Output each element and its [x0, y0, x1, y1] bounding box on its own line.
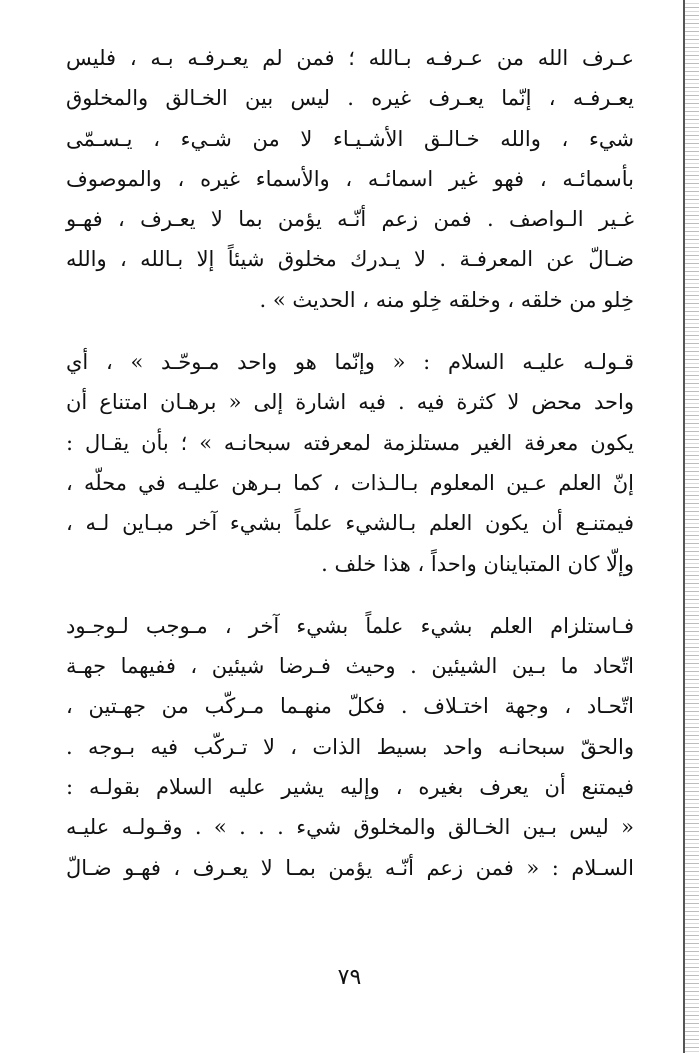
text-line: اتّحـاد ، وجهة اختـلاف . فكلّ منهـما مـركّب من جهـتين ، — [66, 694, 634, 719]
text-line: والحقّ سبحانـه واحد بسيط الذات ، لا تـركّب فيه بـوجه . — [66, 734, 634, 759]
text-line: وإلّا كان المتباينان واحداً ، هذا خلف . — [321, 551, 634, 576]
page-number: ٧٩ — [337, 965, 362, 990]
text-line: واحد محض لا كثرة فيه . فيه اشارة إلى « برهـان امتناع أن — [66, 390, 634, 415]
text-line: عـرف الله من عـرفـه بـالله ؛ فمن لم يعـرفـه بـه ، فليس — [66, 46, 634, 70]
text-line: قـولـه عليـه السلام : « وإنّما هو واحد مـوحّـد » ، أي — [66, 350, 634, 375]
text-line: غـير الـواصف . فمن زعم أنّـه يؤمن بما لا يعـرف ، فهـو — [66, 207, 634, 232]
text-line: إنّ العلم عـين المعلوم بـالـذات ، كما بـرهن عليـه في محلّه ، — [66, 470, 634, 495]
page-binding-edge — [683, 0, 699, 1053]
text-line: بأسمائـه ، فهو غير اسمائـه ، والأسماء غيره ، والموصوف — [66, 166, 634, 191]
text-line: السـلام : « فمن زعم أنّـه يؤمن بمـا لا يعـرف ، فهـو ضـالّ — [66, 855, 634, 880]
paragraph-3 — [66, 606, 634, 888]
text-line: خِلو من خلقه ، وخلقه خِلو منه ، الحديث » . — [259, 287, 634, 312]
text-line: يكون معرفة الغير مستلزمة لمعرفته سبحانـه » ؛ بأن يقـال : — [66, 430, 634, 455]
text-line: « ليس بـين الخـالق والمخلوق شيء . . . » . وقـولـه عليـه — [66, 815, 634, 840]
text-line: ضـالّ عن المعرفـة . لا يـدرك مخلوق شيئاً إلا بـالله ، والله — [66, 247, 634, 272]
text-line: يعـرفـه ، إنّما يعـرف غيره . ليس بين الخـالق والمخلوق — [66, 86, 634, 111]
text-line: شيء ، والله خـالـق الأشـيـاء لا من شـيء ، يـسـمّى — [66, 126, 634, 151]
text-line: اتّحاد ما بـين الشيئين . وحيث فـرضا شيئين ، ففيهما جهـة — [66, 654, 634, 679]
text-line: فـاستلزام العلم بشيء علماً بشيء آخر ، مـوجب لـوجـود — [66, 613, 634, 638]
text-line: فيمتنـع أن يكون العلم بـالشيء علماً بشيء آخر مبـاين لـه ، — [66, 511, 634, 536]
paragraph-2 — [66, 342, 634, 584]
page-text-body — [66, 38, 634, 888]
text-line: فيمتنع أن يعرف بغيره ، وإليه يشير عليه السلام بقولـه : — [66, 775, 634, 800]
paragraph-1 — [66, 38, 634, 320]
